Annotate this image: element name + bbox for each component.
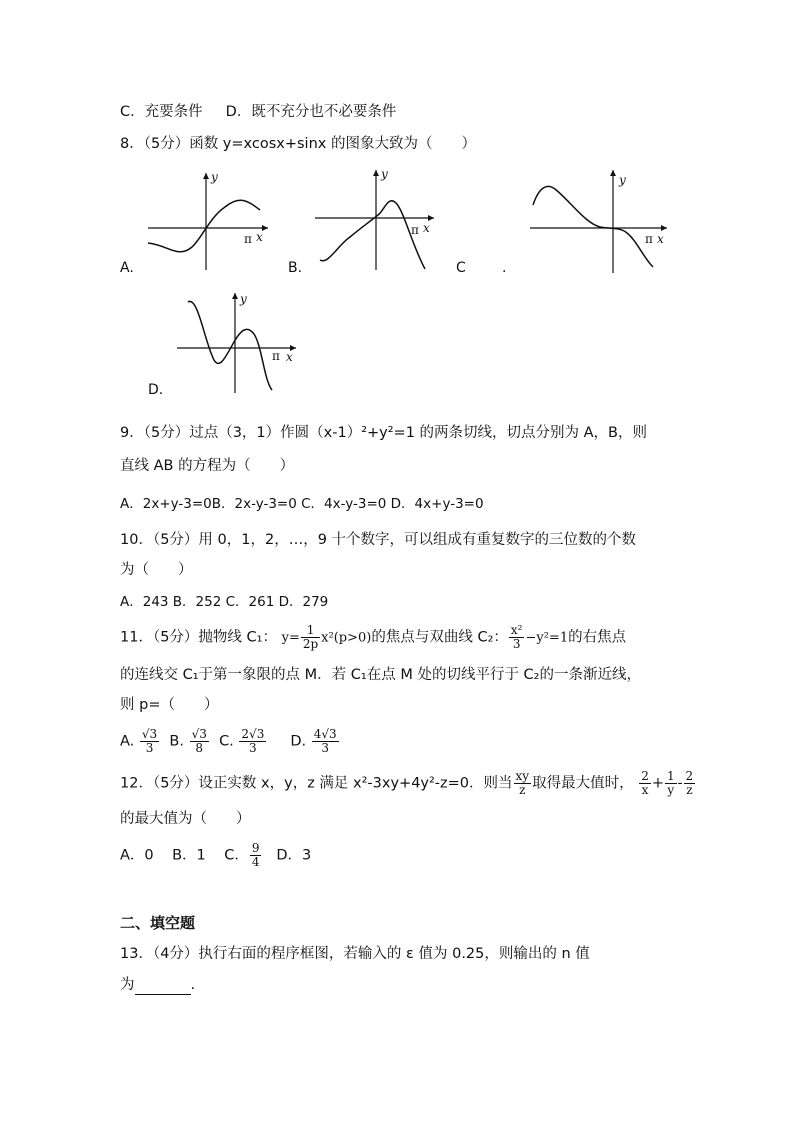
q8-label-d: D.: [148, 382, 164, 398]
q8-graph-c: [525, 165, 675, 275]
q7-options: [120, 102, 396, 122]
q8-graph-a: [140, 165, 275, 275]
q12-option-a: A．0: [120, 847, 154, 864]
q13-line1: 13．（4分）执行右面的程序框图，若输入的 ε 值为 0.25，则输出的 n 值: [120, 946, 590, 962]
q12-frac-2-x: [639, 770, 651, 797]
plus-sign: +: [651, 775, 664, 792]
q11-suffix: 的右焦点: [568, 629, 627, 646]
q11-frac-1-2p: [301, 624, 320, 651]
q11-option-a: A.: [120, 733, 135, 750]
q8-label-c: C: [456, 260, 466, 276]
pi-label: π: [411, 223, 419, 237]
q11-condition: (p>0): [333, 630, 372, 646]
q12-option-b: B．1: [172, 847, 206, 864]
q11-option-c-value: [239, 728, 266, 755]
fraction-numerator: √3: [191, 727, 207, 741]
fraction-denominator: 8: [190, 741, 209, 755]
q11-line1: [120, 624, 626, 651]
fraction-numerator: 4√3: [313, 727, 337, 741]
x-axis-label: x: [256, 230, 263, 244]
minus-sign: -: [677, 775, 683, 792]
fraction-numerator: xy: [515, 769, 530, 783]
q11-y-eq: y=: [281, 630, 300, 646]
q11-options: [120, 728, 340, 755]
x-axis-label: x: [286, 350, 293, 364]
q11-option-b: B.: [169, 733, 184, 750]
q11-option-d: D.: [290, 733, 307, 750]
q7-option-c: C．充要条件: [120, 104, 203, 120]
section-title: 二、填空题: [120, 914, 196, 932]
q11-frac-x2-3: [509, 624, 525, 651]
x-axis-label: x: [657, 232, 664, 246]
fraction-numerator: 2√3: [241, 727, 265, 741]
answer-blank[interactable]: [135, 980, 191, 995]
x-axis-label: x: [423, 221, 430, 235]
fraction-denominator: y: [665, 783, 677, 797]
y-axis-label: y: [240, 292, 247, 306]
q12-frac-2-z: [684, 770, 696, 797]
q8-label-c-dot: .: [502, 260, 507, 276]
q13-prefix: 为: [120, 977, 135, 993]
q11-option-b-value: [190, 728, 209, 755]
fraction-numerator: 2: [641, 769, 649, 783]
pi-label: π: [272, 349, 280, 363]
fraction-denominator: z: [514, 783, 532, 797]
q10-options: A．243 B．252 C．261 D．279: [120, 594, 329, 610]
fraction-denominator: x: [639, 783, 651, 797]
y-axis-label: y: [381, 167, 388, 181]
q8-stem: 8．（5分）函数 y=xcosx+sinx 的图象大致为（ ）: [120, 136, 476, 152]
q8-label-b: B.: [288, 260, 303, 276]
pi-label: π: [645, 232, 653, 246]
q12-options: [120, 842, 311, 869]
q9-line1: 9．（5分）过点（3，1）作圆（x-1）²+y²=1 的两条切线，切点分别为 A，B，则: [120, 425, 648, 441]
q11-prefix: 11．（5分）抛物线 C₁：: [120, 629, 277, 646]
y-axis-label: y: [211, 170, 218, 184]
q12-option-c-value: [250, 842, 262, 869]
y-axis-label: y: [619, 173, 626, 187]
q12-option-c: C．: [224, 847, 249, 864]
q12-prefix: 12．（5分）设正实数 x，y，z 满足 x²-3xy+4y²-z=0．则当: [120, 775, 513, 792]
q10-line1: 10．（5分）用 0，1，2，…，9 十个数字，可以组成有重复数字的三位数的个数: [120, 532, 637, 548]
fraction-numerator: 1: [666, 769, 675, 783]
q11-option-a-value: [140, 728, 159, 755]
q9-line2: 直线 AB 的方程为（ ）: [120, 458, 295, 474]
fraction-numerator: x²: [510, 623, 523, 637]
fraction-denominator: 2p: [302, 637, 319, 651]
q13-suffix: .: [190, 977, 196, 993]
q9-options: A．2x+y-3=0B．2x-y-3=0 C．4x-y-3=0 D．4x+y-3=0: [120, 496, 484, 512]
q12-frac-xy-z: [514, 770, 532, 797]
q8-graph-b: [310, 165, 440, 275]
fraction-numerator: √3: [141, 727, 158, 741]
q13-line2: [120, 975, 195, 995]
q11-option-d-value: [312, 728, 339, 755]
fraction-denominator: z: [684, 783, 696, 797]
fraction-numerator: 2: [685, 769, 694, 783]
fraction-numerator: 1: [306, 623, 315, 637]
fraction-denominator: 4: [251, 855, 260, 869]
q8-graph-d: [172, 290, 302, 395]
q11-option-c: C.: [219, 733, 234, 750]
fraction-denominator: 3: [239, 741, 266, 755]
fraction-numerator: 9: [251, 841, 260, 855]
q10-line2: 为（ ）: [120, 562, 193, 578]
q11-x-squared: x²: [321, 630, 334, 646]
q12-frac-1-y: [665, 770, 677, 797]
fraction-denominator: 3: [312, 741, 339, 755]
q11-hyperbola-rest: −y²=1: [525, 630, 569, 646]
q7-option-d: D．既不充分也不必要条件: [225, 104, 397, 120]
q12-line1: [120, 770, 696, 797]
q12-option-d: D．3: [276, 847, 312, 864]
q11-line2: 的连线交 C₁于第一象限的点 M．若 C₁在点 M 处的切线平行于 C₂的一条渐近线，: [120, 667, 641, 683]
fraction-denominator: 3: [509, 637, 525, 651]
q8-label-a: A.: [120, 260, 134, 276]
fraction-denominator: 3: [140, 741, 159, 755]
q11-mid: 的焦点与双曲线 C₂：: [371, 629, 508, 646]
q11-line3: 则 p=（ ）: [120, 697, 219, 713]
q12-line2: 的最大值为（ ）: [120, 811, 251, 827]
q12-mid: 取得最大值时，: [532, 775, 634, 792]
pi-label: π: [244, 232, 252, 246]
